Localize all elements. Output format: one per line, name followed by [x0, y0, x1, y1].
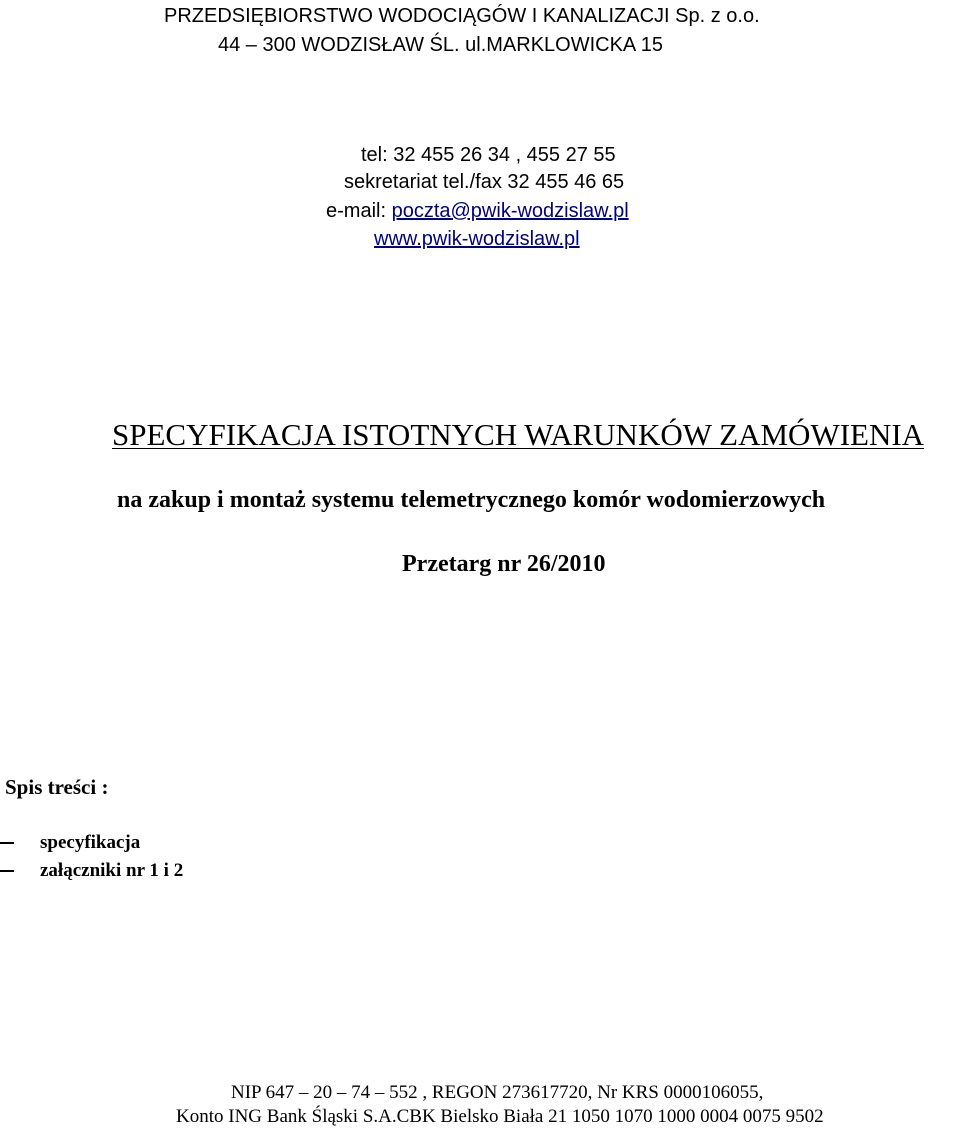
- dash-icon: [0, 842, 14, 844]
- footer-registration: NIP 647 – 20 – 74 – 552 , REGON 273617720, Nr KRS 0000106055,: [231, 1082, 764, 1103]
- email-line: [326, 201, 629, 221]
- dash-icon: [0, 870, 14, 872]
- website-link[interactable]: www.pwik-wodzislaw.pl: [374, 228, 580, 250]
- tender-number: Przetarg nr 26/2010: [402, 551, 606, 577]
- phone-line: tel: 32 455 26 34 , 455 27 55: [361, 144, 616, 166]
- company-name: PRZEDSIĘBIORSTWO WODOCIĄGÓW I KANALIZACJI Sp. z o.o.: [164, 5, 760, 27]
- toc-heading: Spis treści :: [5, 775, 109, 799]
- document-subtitle: na zakup i montaż systemu telemetrycznego komór wodomierzowych: [117, 487, 826, 513]
- toc-item-label: specyfikacja: [40, 832, 141, 853]
- company-address: 44 – 300 WODZISŁAW ŚL. ul.MARKLOWICKA 15: [218, 34, 663, 56]
- website-line: [374, 229, 580, 249]
- toc-item-label: załączniki nr 1 i 2: [40, 860, 184, 881]
- toc-item: [0, 833, 140, 852]
- document-title: SPECYFIKACJA ISTOTNYCH WARUNKÓW ZAMÓWIENIA: [112, 417, 925, 452]
- toc-item: [0, 861, 183, 880]
- secretariat-line: sekretariat tel./fax 32 455 46 65: [344, 171, 625, 193]
- email-label: e-mail:: [326, 200, 392, 222]
- email-link[interactable]: poczta@pwik-wodzislaw.pl: [391, 200, 629, 222]
- footer-bank-account: Konto ING Bank Śląski S.A.CBK Bielsko Biała 21 1050 1070 1000 0004 0075 9502: [176, 1106, 824, 1127]
